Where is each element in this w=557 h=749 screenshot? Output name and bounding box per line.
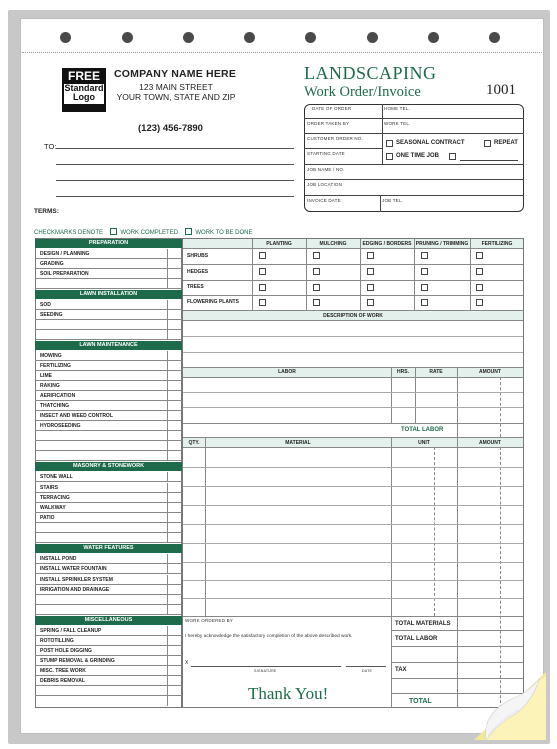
grid-line <box>205 438 206 616</box>
seasonal-contract-label: SEASONAL CONTRACT <box>396 140 465 146</box>
logo-line-1: FREE <box>67 69 100 83</box>
grid-checkbox[interactable] <box>476 252 483 259</box>
grid-checkbox[interactable] <box>367 268 374 275</box>
service-row[interactable] <box>35 595 182 605</box>
service-label: FERTILIZING <box>40 363 71 369</box>
material-line[interactable] <box>183 486 523 487</box>
service-label: PATIO <box>40 515 55 521</box>
binder-hole-icon <box>489 32 500 43</box>
service-label: ROTOTILLING <box>40 638 74 644</box>
material-line[interactable] <box>183 543 523 544</box>
address-line-1: 123 MAIN STREET <box>139 82 213 92</box>
service-row[interactable] <box>35 686 182 696</box>
section-header-miscellaneous: MISCELLANEOUS <box>35 616 182 625</box>
service-check-cell[interactable] <box>167 575 182 585</box>
signature-label: SIGNATURE <box>254 669 277 673</box>
service-check-cell[interactable] <box>167 533 182 543</box>
cents-divider <box>434 447 435 616</box>
to-line[interactable] <box>56 196 294 197</box>
service-label: AERIFICATION <box>40 393 76 399</box>
grid-line <box>415 367 416 423</box>
signature-x: X <box>185 660 189 666</box>
service-row[interactable] <box>35 371 182 381</box>
service-check-cell[interactable] <box>167 391 182 401</box>
material-line[interactable] <box>183 467 523 468</box>
labor-line[interactable] <box>183 423 523 424</box>
service-row[interactable] <box>35 441 182 451</box>
service-check-cell[interactable] <box>167 361 182 371</box>
service-label: SOD <box>40 302 51 308</box>
service-label: STAIRS <box>40 485 58 491</box>
company-name: COMPANY NAME HERE <box>114 68 237 80</box>
service-row[interactable] <box>35 401 182 411</box>
grid-line <box>391 438 392 708</box>
service-label: WALKWAY <box>40 505 66 511</box>
grid-checkbox[interactable] <box>421 268 428 275</box>
divider <box>382 104 383 133</box>
service-check-cell[interactable] <box>167 320 182 330</box>
grid-checkbox[interactable] <box>259 284 266 291</box>
service-label: SPRING / FALL CLEANUP <box>40 628 102 634</box>
service-check-cell[interactable] <box>167 411 182 421</box>
binder-hole-icon <box>244 32 255 43</box>
grid-checkbox[interactable] <box>421 252 428 259</box>
work-to-be-done-icon <box>185 228 192 235</box>
service-check-cell[interactable] <box>167 431 182 441</box>
service-label: INSTALL WATER FOUNTAIN <box>40 566 107 572</box>
section-header-masonry: MASONRY & STONEWORK <box>35 462 182 471</box>
service-row[interactable] <box>35 493 182 503</box>
service-row[interactable] <box>35 666 182 676</box>
service-check-cell[interactable] <box>167 249 182 259</box>
service-check-cell[interactable] <box>167 259 182 269</box>
service-check-cell[interactable] <box>167 401 182 411</box>
service-row[interactable] <box>35 320 182 330</box>
grid-line <box>183 264 523 265</box>
divider <box>380 195 381 212</box>
qty-label: QTY. <box>188 440 200 446</box>
grid-line <box>183 616 523 617</box>
labor-line[interactable] <box>183 392 523 393</box>
logo-line-3: Logo <box>64 93 104 104</box>
grid-line <box>183 280 523 281</box>
service-row[interactable] <box>35 279 182 289</box>
service-label: LIME <box>40 373 52 379</box>
row-trees: TREES <box>187 284 204 290</box>
grid-line <box>183 320 523 321</box>
grid-checkbox[interactable] <box>259 268 266 275</box>
to-line[interactable] <box>56 164 294 165</box>
section-header-preparation: PREPARATION <box>35 239 182 248</box>
grid-checkbox[interactable] <box>421 284 428 291</box>
form-title: LANDSCAPING <box>304 63 437 83</box>
col-pruning: PRUNING / TRIMMING <box>415 241 469 247</box>
section-header-water-features: WATER FEATURES <box>35 544 182 553</box>
service-row[interactable] <box>35 381 182 391</box>
service-row[interactable] <box>35 300 182 310</box>
rate-label: RATE <box>429 369 443 375</box>
grid-line <box>470 239 471 310</box>
service-row[interactable] <box>35 533 182 543</box>
service-row[interactable] <box>35 330 182 340</box>
service-check-cell[interactable] <box>167 371 182 381</box>
job-name-label: JOB NAME / NO. <box>307 167 345 172</box>
to-line[interactable] <box>56 180 294 181</box>
service-label: SOIL PREPARATION <box>40 271 89 277</box>
other-line[interactable] <box>460 160 518 161</box>
service-check-cell[interactable] <box>167 451 182 461</box>
service-check-cell[interactable] <box>167 605 182 615</box>
service-label: POST HOLE DIGGING <box>40 648 92 654</box>
service-row[interactable] <box>35 249 182 259</box>
service-check-cell[interactable] <box>167 269 182 279</box>
date-line[interactable] <box>346 666 386 667</box>
grid-checkbox[interactable] <box>476 268 483 275</box>
service-row[interactable] <box>35 503 182 513</box>
work-ordered-by-label: WORK ORDERED BY <box>185 618 234 623</box>
service-row[interactable] <box>35 564 182 574</box>
service-check-cell[interactable] <box>167 646 182 656</box>
checkmark-legend <box>34 228 253 236</box>
unit-label: UNIT <box>418 440 430 446</box>
page-curl-icon <box>474 672 546 740</box>
total-materials-label: TOTAL MATERIALS <box>395 621 451 627</box>
grid-line <box>391 662 523 663</box>
col-mulching: MULCHING <box>319 241 347 247</box>
service-check-cell[interactable] <box>167 513 182 523</box>
home-tel-label: HOME TEL. <box>384 106 410 111</box>
service-row[interactable] <box>35 310 182 320</box>
grid-line <box>457 367 458 437</box>
grid-checkbox[interactable] <box>259 299 266 306</box>
service-check-cell[interactable] <box>167 310 182 320</box>
material-line[interactable] <box>183 598 523 599</box>
grid-line <box>391 630 523 631</box>
service-label: DESIGN / PLANNING <box>40 251 90 257</box>
repeat-label: REPEAT <box>494 140 518 146</box>
service-label: MOWING <box>40 353 62 359</box>
service-check-cell[interactable] <box>167 676 182 686</box>
service-row[interactable] <box>35 421 182 431</box>
service-check-cell[interactable] <box>167 636 182 646</box>
description-line[interactable] <box>183 352 523 353</box>
grid-line <box>391 646 523 647</box>
legend-title: CHECKMARKS DENOTE <box>34 230 104 236</box>
row-shrubs: SHRUBS <box>187 253 209 259</box>
divider <box>304 179 524 180</box>
grid-line <box>183 377 523 378</box>
service-row[interactable] <box>35 605 182 615</box>
total-labor-label: TOTAL LABOR <box>401 427 444 433</box>
binder-hole-icon <box>305 32 316 43</box>
signature-line[interactable] <box>191 666 341 667</box>
terms-label: TERMS: <box>34 208 59 215</box>
service-row[interactable] <box>35 391 182 401</box>
service-check-cell[interactable] <box>167 381 182 391</box>
company-address <box>114 82 238 102</box>
date-label: DATE <box>362 669 373 673</box>
service-row[interactable] <box>35 626 182 636</box>
service-label: GRADING <box>40 261 64 267</box>
seasonal-contract-checkbox[interactable] <box>386 140 393 147</box>
hrs-label: HRS. <box>397 369 409 375</box>
service-row[interactable] <box>35 351 182 361</box>
service-label: THATCHING <box>40 403 70 409</box>
order-taken-by-label: ORDER TAKEN BY <box>307 121 350 126</box>
work-tel-label: WORK TEL. <box>384 121 411 126</box>
grid-checkbox[interactable] <box>313 268 320 275</box>
acknowledgement-text: I hereby acknowledge the satisfactory completion of the above described work. <box>185 634 353 639</box>
invoice-number: 1001 <box>486 82 516 98</box>
service-row[interactable] <box>35 523 182 533</box>
total-labor-footer-label: TOTAL LABOR <box>395 636 438 642</box>
labor-line[interactable] <box>183 407 523 408</box>
grid-line <box>457 438 458 708</box>
service-label: DEBRIS REMOVAL <box>40 678 85 684</box>
grid-line <box>183 447 523 448</box>
service-row[interactable] <box>35 361 182 371</box>
service-row[interactable] <box>35 411 182 421</box>
grid-line <box>414 239 415 310</box>
form-subtitle: Work Order/Invoice <box>304 84 421 100</box>
service-row[interactable] <box>35 431 182 441</box>
service-row[interactable] <box>35 676 182 686</box>
service-check-cell[interactable] <box>167 626 182 636</box>
grid-checkbox[interactable] <box>421 299 428 306</box>
service-label: SEEDING <box>40 312 63 318</box>
material-label: MATERIAL <box>285 440 311 446</box>
service-label: HYDROSEEDING <box>40 423 81 429</box>
service-check-cell[interactable] <box>167 351 182 361</box>
amount-label: AMOUNT <box>479 369 501 375</box>
legend-work-to-be-done: WORK TO BE DONE <box>195 230 253 236</box>
binder-hole-icon <box>122 32 133 43</box>
service-check-cell[interactable] <box>167 483 182 493</box>
service-row[interactable] <box>35 636 182 646</box>
service-label: STUMP REMOVAL & GRINDING <box>40 658 115 664</box>
grid-checkbox[interactable] <box>367 284 374 291</box>
service-check-cell[interactable] <box>167 666 182 676</box>
service-check-cell[interactable] <box>167 686 182 696</box>
grid-checkbox[interactable] <box>367 299 374 306</box>
grid-checkbox[interactable] <box>313 299 320 306</box>
service-row[interactable] <box>35 269 182 279</box>
service-check-cell[interactable] <box>167 279 182 289</box>
service-row[interactable] <box>35 472 182 482</box>
service-check-cell[interactable] <box>167 441 182 451</box>
starting-date-label: STARTING DATE <box>307 151 345 156</box>
one-time-job-label: ONE TIME JOB <box>396 153 440 159</box>
service-check-cell[interactable] <box>167 300 182 310</box>
grid-checkbox[interactable] <box>367 252 374 259</box>
to-label: TO: <box>44 142 57 151</box>
grid-line <box>306 239 307 310</box>
service-check-cell[interactable] <box>167 493 182 503</box>
material-line[interactable] <box>183 562 523 563</box>
thank-you-text: Thank You! <box>248 684 329 703</box>
grid-line <box>183 367 523 368</box>
material-line[interactable] <box>183 580 523 581</box>
grid-checkbox[interactable] <box>476 284 483 291</box>
job-location-label: JOB LOCATION <box>307 182 343 187</box>
service-row[interactable] <box>35 451 182 461</box>
date-of-order-label: DATE OF ORDER <box>312 106 352 111</box>
divider <box>304 164 524 165</box>
other-checkbox[interactable] <box>449 153 456 160</box>
service-label: RAKING <box>40 383 60 389</box>
material-line[interactable] <box>183 524 523 525</box>
section-header-lawn-maintenance: LAWN MAINTENANCE <box>35 341 182 350</box>
service-check-cell[interactable] <box>167 554 182 564</box>
grid-line <box>183 248 523 249</box>
service-row[interactable] <box>35 575 182 585</box>
binder-hole-icon <box>60 32 71 43</box>
job-tel-label: JOB TEL. <box>382 198 404 203</box>
material-line[interactable] <box>183 505 523 506</box>
grid-checkbox[interactable] <box>313 252 320 259</box>
service-row[interactable] <box>35 513 182 523</box>
service-label: INSECT AND WEED CONTROL <box>40 413 113 419</box>
section-header-lawn-installation: LAWN INSTALLATION <box>35 290 182 299</box>
service-check-cell[interactable] <box>167 330 182 340</box>
work-completed-icon <box>110 228 117 235</box>
col-fertilizing: FERTILIZING <box>481 241 513 247</box>
row-hedges: HEDGES <box>187 269 209 275</box>
service-row[interactable] <box>35 656 182 666</box>
perforation-line <box>22 52 542 53</box>
service-label: STONE WALL <box>40 474 73 480</box>
service-row[interactable] <box>35 585 182 595</box>
col-planting: PLANTING <box>266 241 292 247</box>
divider <box>382 133 383 164</box>
service-check-cell[interactable] <box>167 472 182 482</box>
grid-checkbox[interactable] <box>313 284 320 291</box>
binder-hole-icon <box>367 32 378 43</box>
service-check-cell[interactable] <box>167 523 182 533</box>
grid-line <box>360 239 361 310</box>
binder-hole-icon <box>428 32 439 43</box>
address-line-2: YOUR TOWN, STATE AND ZIP <box>116 92 236 102</box>
legend-work-completed: WORK COMPLETED <box>120 230 179 236</box>
to-line[interactable] <box>56 148 294 149</box>
service-label: INSTALL SPRINKLER SYSTEM <box>40 577 113 583</box>
service-row[interactable] <box>35 483 182 493</box>
company-phone: (123) 456-7890 <box>138 123 203 134</box>
service-row[interactable] <box>35 554 182 564</box>
row-flowering-plants: FLOWERING PLANTS <box>187 299 239 305</box>
service-check-cell[interactable] <box>167 503 182 513</box>
tax-label: TAX <box>395 667 407 673</box>
amount-label-materials: AMOUNT <box>479 440 501 446</box>
service-check-cell[interactable] <box>167 585 182 595</box>
description-of-work-label: DESCRIPTION OF WORK <box>323 313 383 319</box>
one-time-job-checkbox[interactable] <box>386 153 393 160</box>
service-row[interactable] <box>35 696 182 706</box>
grid-line <box>183 295 523 296</box>
service-check-cell[interactable] <box>167 564 182 574</box>
repeat-checkbox[interactable] <box>484 140 491 147</box>
service-check-cell[interactable] <box>167 696 182 706</box>
service-check-cell[interactable] <box>167 421 182 431</box>
service-label: MISC. TREE WORK <box>40 668 86 674</box>
service-label: INSTALL POND <box>40 556 77 562</box>
total-label: TOTAL <box>409 698 432 705</box>
col-edging: EDGING / BORDERS <box>362 241 412 247</box>
grid-checkbox[interactable] <box>476 299 483 306</box>
customer-order-no-label: CUSTOMER ORDER NO. <box>307 136 364 141</box>
service-row[interactable] <box>35 646 182 656</box>
service-label: IRRIGATION AND DRAINAGE <box>40 587 110 593</box>
grid-line <box>391 367 392 423</box>
divider <box>304 195 524 196</box>
grid-checkbox[interactable] <box>259 252 266 259</box>
divider <box>304 148 382 149</box>
divider <box>304 133 524 134</box>
service-check-cell[interactable] <box>167 595 182 605</box>
divider <box>304 118 524 119</box>
description-line[interactable] <box>183 336 523 337</box>
service-row[interactable] <box>35 259 182 269</box>
invoice-date-label: INVOICE DATE <box>307 198 341 203</box>
labor-label: LABOR <box>278 369 296 375</box>
service-label: TERRACING <box>40 495 70 501</box>
service-check-cell[interactable] <box>167 656 182 666</box>
grid-line <box>252 239 253 310</box>
logo-line-2: Standard <box>64 82 104 93</box>
binder-hole-icon <box>183 32 194 43</box>
company-logo <box>62 68 106 112</box>
